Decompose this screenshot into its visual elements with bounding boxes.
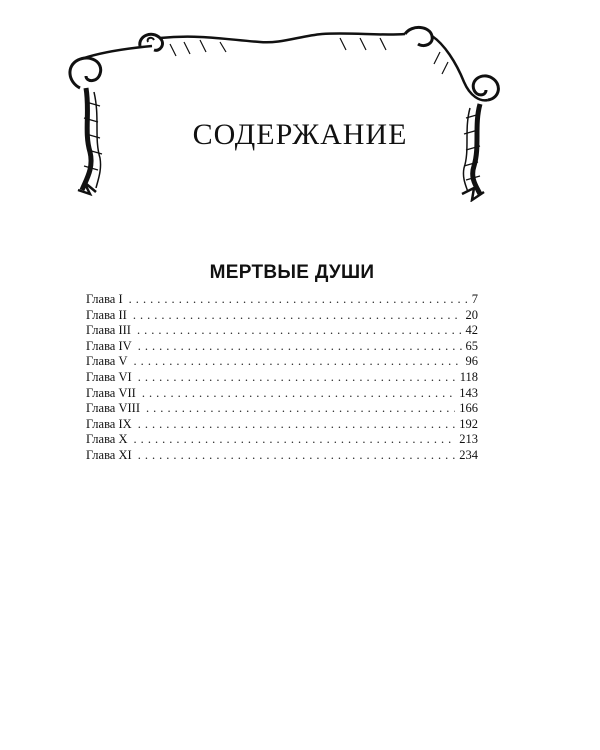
section-title: МЕРТВЫЕ ДУШИ: [209, 262, 375, 283]
table-of-contents: [86, 292, 478, 464]
toc-leader-dots: [137, 323, 462, 339]
toc-row[interactable]: [86, 354, 478, 370]
toc-leader-dots: [146, 401, 455, 417]
toc-leader-dots: [138, 339, 462, 355]
toc-leader-dots: [142, 386, 455, 402]
toc-row[interactable]: [86, 370, 478, 386]
toc-chapter-label: Глава IX: [86, 416, 132, 431]
toc-row[interactable]: [86, 448, 478, 464]
toc-row[interactable]: [86, 323, 478, 339]
toc-chapter-label: Глава III: [86, 323, 131, 338]
toc-chapter-label: Глава VI: [86, 369, 132, 384]
toc-row[interactable]: [86, 386, 478, 402]
toc-page-number: 7: [471, 292, 478, 306]
toc-chapter-label: Глава V: [86, 354, 128, 369]
parchment-scroll-icon: [60, 22, 500, 202]
toc-page-number: 143: [459, 385, 478, 400]
toc-leader-dots: [134, 354, 462, 370]
toc-page-number: 192: [459, 416, 478, 431]
toc-page-number: 166: [459, 401, 478, 416]
toc-chapter-label: Глава XI: [86, 447, 132, 462]
toc-row[interactable]: [86, 292, 478, 308]
toc-row[interactable]: [86, 339, 478, 355]
toc-row[interactable]: [86, 401, 478, 417]
toc-leader-dots: [138, 417, 456, 433]
toc-page-number: 234: [459, 447, 478, 462]
toc-chapter-label: Глава X: [86, 432, 128, 447]
toc-leader-dots: [138, 370, 456, 386]
toc-chapter-label: Глава IV: [86, 338, 132, 353]
toc-chapter-label: Глава VIII: [86, 401, 140, 416]
toc-row[interactable]: [86, 432, 478, 448]
toc-chapter-label: Глава VII: [86, 385, 136, 400]
toc-page-number: 213: [459, 432, 478, 447]
toc-page-number: 42: [465, 323, 478, 338]
toc-page-number: 118: [459, 369, 478, 384]
toc-page-number: 65: [465, 338, 478, 353]
toc-chapter-label: Глава I: [86, 292, 123, 306]
toc-leader-dots: [133, 308, 462, 324]
toc-row[interactable]: [86, 308, 478, 324]
page-title: СОДЕРЖАНИЕ: [192, 118, 408, 151]
toc-row[interactable]: [86, 417, 478, 433]
toc-page-number: 20: [465, 307, 478, 322]
toc-leader-dots: [129, 292, 468, 308]
toc-chapter-label: Глава II: [86, 307, 127, 322]
toc-page-number: 96: [465, 354, 478, 369]
toc-leader-dots: [138, 448, 456, 464]
toc-leader-dots: [134, 432, 456, 448]
